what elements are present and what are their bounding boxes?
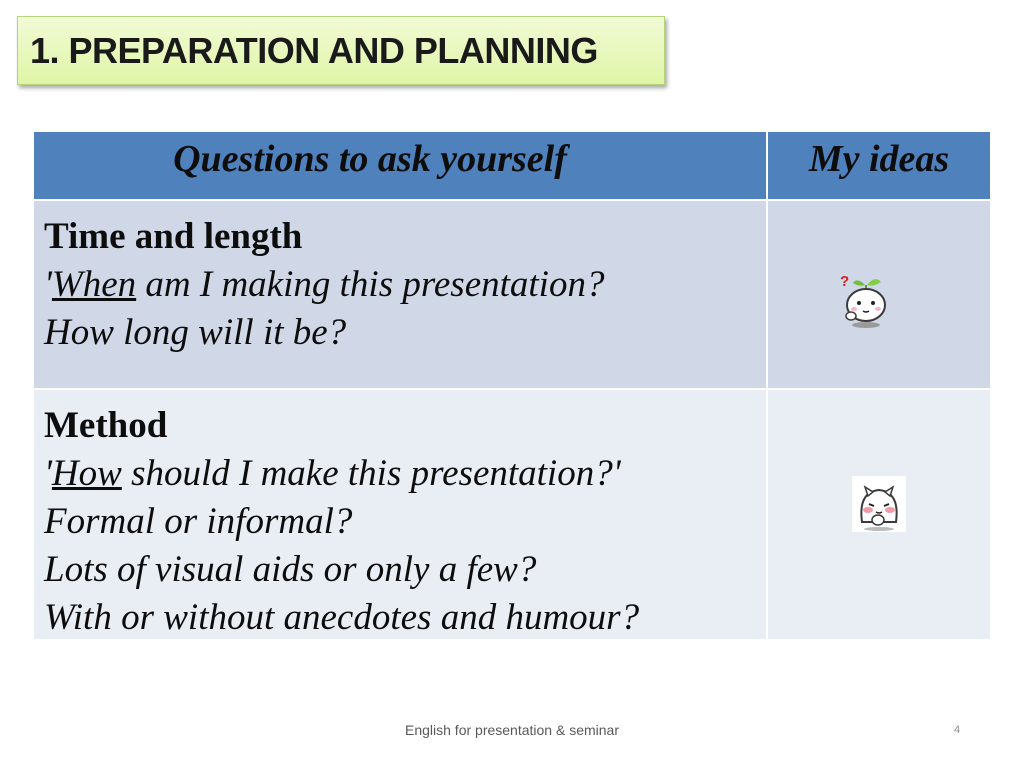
row-heading: Time and length xyxy=(44,216,303,257)
header-my-ideas: My ideas xyxy=(768,132,990,201)
question-cell-method xyxy=(34,390,768,639)
header-questions: Questions to ask yourself xyxy=(34,132,768,201)
question-line: With or without anecdotes and humour? xyxy=(44,597,640,638)
idea-cell-time xyxy=(768,201,990,390)
table-header-row xyxy=(34,132,990,201)
thinking-blush-emoji-icon xyxy=(852,476,906,532)
page-number: 4 xyxy=(954,724,961,736)
confused-sprout-emoji-icon xyxy=(840,271,894,329)
svg-text:?: ? xyxy=(840,273,850,290)
question-cell-time xyxy=(34,201,768,390)
slide-title-box xyxy=(17,16,665,85)
emphasis-word: When xyxy=(51,264,137,305)
emphasis-word: How xyxy=(51,453,122,494)
row-heading: Method xyxy=(44,405,168,446)
question-line: 'How should I make this presentation?' xyxy=(44,453,621,494)
table-row xyxy=(34,201,990,390)
question-line: Formal or informal? xyxy=(44,501,353,542)
question-line: Lots of visual aids or only a few? xyxy=(44,549,537,590)
slide-footer: English for presentation & seminar xyxy=(405,722,619,738)
question-line: How long will it be? xyxy=(44,312,347,353)
slide-title: 1. PREPARATION AND PLANNING xyxy=(30,29,598,71)
idea-cell-method xyxy=(768,390,990,639)
question-line: 'When am I making this presentation? xyxy=(44,264,605,305)
table-row xyxy=(34,390,990,639)
questions-table xyxy=(34,132,990,639)
